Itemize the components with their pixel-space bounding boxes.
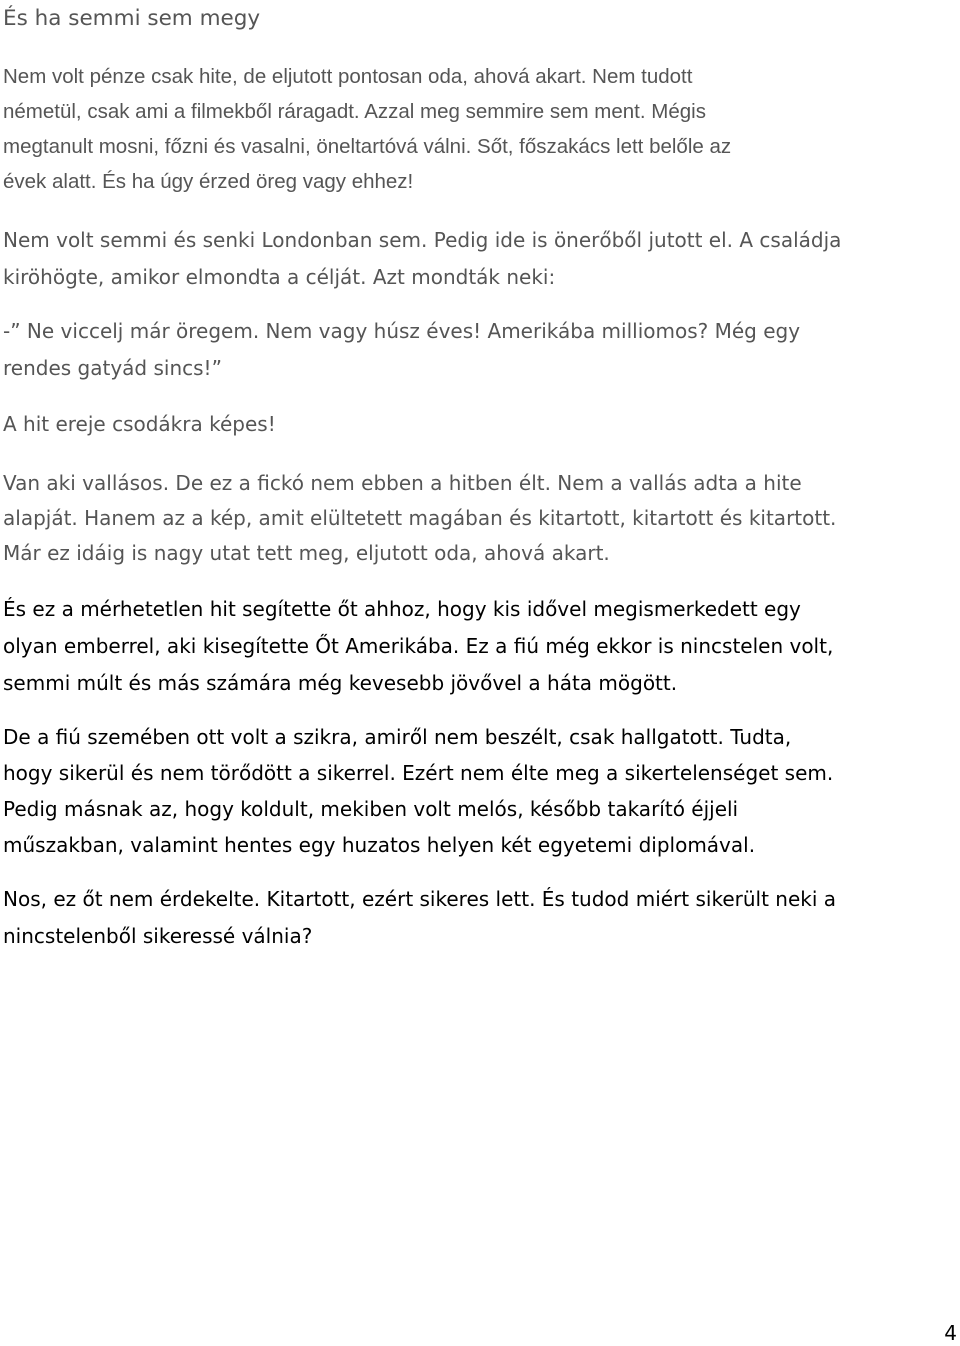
paragraph-line: németül, csak ami a filmekből ráragadt. Azzal meg semmire sem ment. Mégis: [3, 100, 706, 123]
paragraph-line: Pedig másnak az, hogy koldult, mekiben volt melós, később takarító éjjeli: [3, 797, 739, 821]
page-title: És ha semmi sem megy: [3, 6, 261, 31]
paragraph-1: [3, 59, 960, 199]
page-number: 4: [944, 1321, 957, 1345]
paragraph-line: A hit ereje csodákra képes!: [3, 412, 276, 436]
paragraph-line: rendes gatyád sincs!”: [3, 356, 222, 380]
paragraph-line: És ez a mérhetetlen hit segítette őt ahhoz, hogy kis idővel megismerkedett egy: [3, 597, 801, 621]
paragraph-line: De a fiú szemében ott volt a szikra, amiről nem beszélt, csak hallgatott. Tudta,: [3, 725, 792, 749]
paragraph-line: Nem volt semmi és senki Londonban sem. Pedig ide is önerőből jutott el. A családja: [3, 228, 842, 252]
paragraph-8: [3, 881, 960, 955]
paragraph-6: [3, 591, 960, 702]
paragraph-3: [3, 313, 960, 387]
paragraph-2: [3, 222, 960, 296]
paragraph-7: [3, 719, 960, 863]
paragraph-line: semmi múlt és más számára még kevesebb jövővel a háta mögött.: [3, 671, 678, 695]
paragraph-line: -” Ne viccelj már öregem. Nem vagy húsz éves! Amerikába milliomos? Még egy: [3, 319, 801, 343]
paragraph-line: olyan emberrel, aki kisegítette Őt Amerikába. Ez a fiú még ekkor is nincstelen volt,: [3, 634, 834, 658]
paragraph-4: [3, 406, 960, 443]
paragraph-line: Már ez idáig is nagy utat tett meg, eljutott oda, ahová akart.: [3, 541, 610, 565]
paragraph-line: Nem volt pénze csak hite, de eljutott pontosan oda, ahová akart. Nem tudott: [3, 65, 693, 88]
paragraph-line: alapját. Hanem az a kép, amit elültetett magában és kitartott, kitartott és kitartott.: [3, 506, 837, 530]
paragraph-line: műszakban, valamint hentes egy huzatos helyen két egyetemi diplomával.: [3, 833, 756, 857]
paragraph-line: nincstelenből sikeressé válnia?: [3, 924, 313, 948]
paragraph-line: megtanult mosni, főzni és vasalni, öneltartóvá válni. Sőt, főszakács lett belőle az: [3, 135, 732, 158]
paragraph-line: Van aki vallásos. De ez a fickó nem ebben a hitben élt. Nem a vallás adta a hite: [3, 471, 802, 495]
paragraph-5: [3, 466, 960, 571]
paragraph-line: évek alatt. És ha úgy érzed öreg vagy ehhez!: [3, 170, 414, 193]
paragraph-line: hogy sikerül és nem törődött a sikerrel. Ezért nem élte meg a sikertelenséget sem.: [3, 761, 834, 785]
paragraph-line: kiröhögte, amikor elmondta a célját. Azt mondták neki:: [3, 265, 556, 289]
paragraph-line: Nos, ez őt nem érdekelte. Kitartott, ezért sikeres lett. És tudod miért sikerült neki a: [3, 887, 837, 911]
